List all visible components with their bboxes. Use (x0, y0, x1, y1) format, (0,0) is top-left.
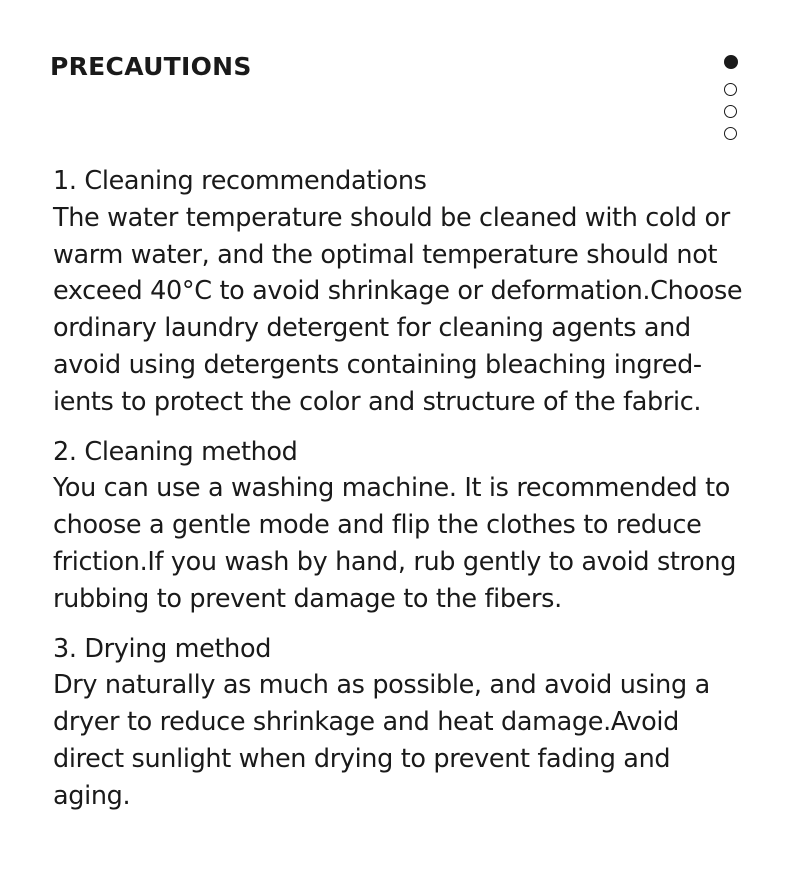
section-cleaning-method (53, 434, 773, 618)
section-text-line: avoid using detergents containing bleaching ingred- (53, 349, 702, 380)
page-dot-3[interactable] (724, 105, 737, 118)
section-text-line: You can use a washing machine. It is recommended to (53, 473, 730, 504)
section-text-line: ordinary laundry detergent for cleaning agents and (53, 313, 691, 344)
section-text-line: rubbing to prevent damage to the fibers. (53, 583, 562, 614)
page-dot-4[interactable] (724, 127, 737, 140)
section-heading: 1. Cleaning recommendations (53, 166, 427, 196)
section-text-line: direct sunlight when drying to prevent fading and (53, 743, 671, 774)
section-text-line: The water temperature should be cleaned with cold or (53, 202, 730, 233)
section-drying-method (53, 631, 773, 815)
section-heading: 2. Cleaning method (53, 436, 298, 467)
precautions-content (53, 163, 773, 828)
section-cleaning-recommendations (53, 163, 773, 421)
section-text-line: aging. (53, 780, 131, 811)
section-text-line: exceed 40°C to avoid shrinkage or deformation.Choose (53, 276, 743, 307)
section-text-line: warm water, and the optimal temperature should not (53, 239, 718, 270)
section-text-line: friction.If you wash by hand, rub gently to avoid strong (53, 546, 737, 577)
section-text-line: choose a gentle mode and flip the clothes to reduce (53, 510, 702, 541)
page-title: PRECAUTIONS (50, 52, 252, 81)
page-indicator (724, 55, 738, 149)
page-dot-2[interactable] (724, 83, 737, 96)
section-heading: 3. Drying method (53, 633, 272, 664)
page-dot-1-active[interactable] (724, 55, 738, 69)
section-text-line: ients to protect the color and structure of the fabric. (53, 386, 702, 417)
section-text-line: Dry naturally as much as possible, and avoid using a (53, 670, 710, 701)
section-text-line: dryer to reduce shrinkage and heat damage.Avoid (53, 707, 680, 738)
